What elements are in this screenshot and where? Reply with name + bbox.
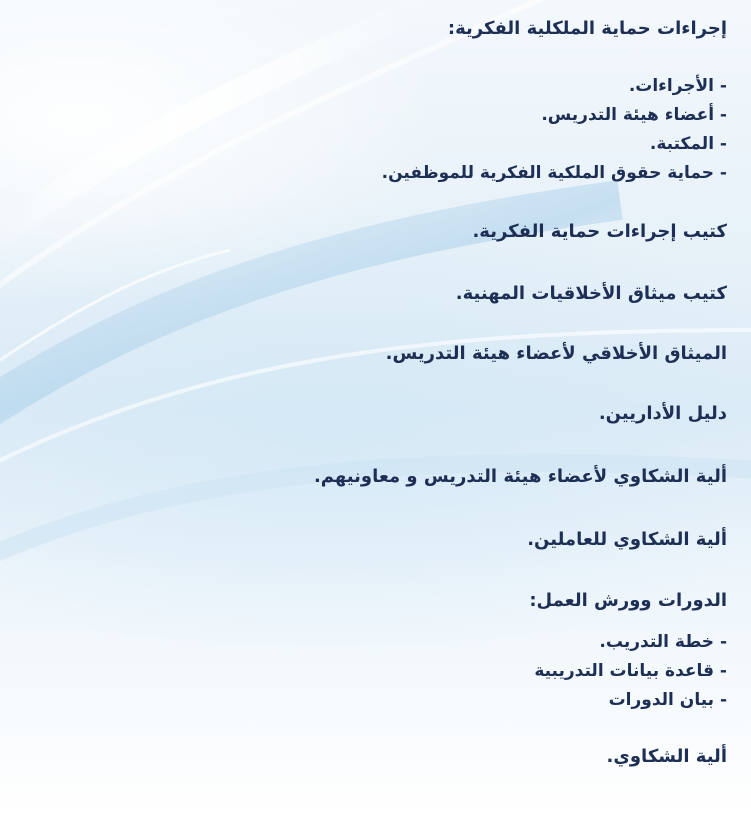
admin-guide-link[interactable]: دليل الأداريين.: [598, 403, 727, 424]
staff-complaints-link[interactable]: ألية الشكاوي للعاملين.: [527, 529, 727, 550]
training-item-plan[interactable]: - خطة التدريب.: [599, 632, 727, 652]
faculty-ethics-link[interactable]: الميثاق الأخلاقي لأعضاء هيئة التدريس.: [385, 343, 727, 364]
training-list: [534, 628, 727, 715]
ip-procedures-item-procedures[interactable]: - الأجراءات.: [628, 76, 727, 96]
ip-procedures-item-faculty[interactable]: - أعضاء هيئة التدريس.: [541, 105, 727, 125]
training-heading: الدورات وورش العمل:: [529, 590, 727, 611]
ip-procedures-section: [448, 14, 727, 44]
ip-booklet-link[interactable]: كتيب إجراءات حماية الفكرية.: [472, 221, 727, 242]
ip-procedures-item-employee-rights[interactable]: - حماية حقوق الملكية الفكرية للموظفين.: [381, 163, 727, 183]
training-item-courses[interactable]: - بيان الدورات: [608, 690, 727, 710]
faculty-complaints-link[interactable]: ألية الشكاوي لأعضاء هيئة التدريس و معاونيهم.: [313, 466, 727, 487]
complaints-mechanism-link[interactable]: ألية الشكاوي.: [606, 746, 727, 767]
ip-procedures-list: [382, 72, 727, 188]
ip-procedures-heading: إجراءات حماية الملكلية الفكرية:: [447, 18, 727, 39]
ip-procedures-item-library[interactable]: - المكتبة.: [649, 134, 727, 154]
ethics-booklet-link[interactable]: كتيب ميثاق الأخلاقيات المهنية.: [455, 283, 727, 304]
training-item-database[interactable]: - قاعدة بيانات التدريبية: [534, 661, 727, 681]
